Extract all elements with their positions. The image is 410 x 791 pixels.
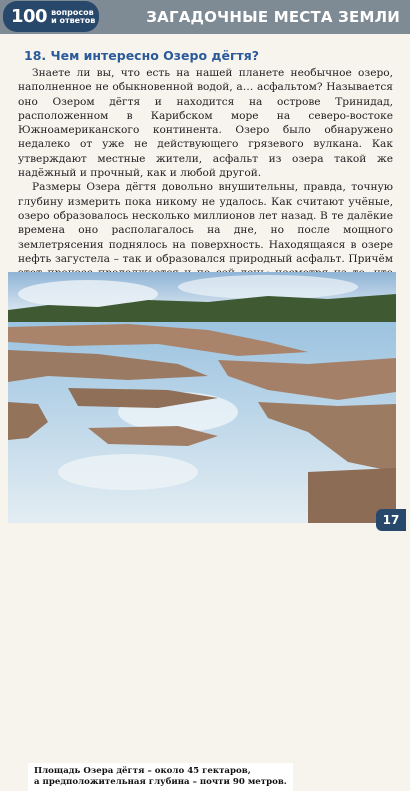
logo-line-1: вопросов <box>51 7 94 17</box>
caption-line-1: Площадь Озера дёгтя – около 45 гектаров, <box>34 766 251 776</box>
book-title: ЗАГАДОЧНЫЕ МЕСТА ЗЕМЛИ <box>146 8 400 26</box>
lake-illustration <box>8 272 396 523</box>
paragraph-2: Размеры Озера дёгтя довольно внушительны, правда, точную глубину измерить пока никому не удалось. Как считают учёные, озеро образовалось несколько миллионов лет назад. В те далёкие времена оно располагалось на дне, но после мощного землетрясения поднялось на поверхность. Находящаяся в озере нефть загустела – так и образовался природный асфальт. Причём <box>18 181 393 265</box>
paragraph-1: Знаете ли вы, что есть на нашей планете необычное озеро, наполненное не обыкновенной водой, а… асфальтом? Называется оно Озером дёгтя и находится на острове Тринидад, расположенном в Карибском море на северо-востоке Южноамериканского континента. Озеро было обнаружено недалеко от уже не действующего грязевого вулкана. Как утверждают местные жители, асфальт из озера такой же надёжный и прочный, как и любой другой. <box>18 67 393 180</box>
page-number: 17 <box>376 509 406 531</box>
article-heading: 18. Чем интересно Озеро дёгтя? <box>24 48 260 63</box>
photo-caption <box>28 763 293 791</box>
lake-photo <box>8 272 396 787</box>
series-logo <box>3 1 99 32</box>
logo-text <box>51 9 95 25</box>
page-header <box>0 0 410 34</box>
logo-number: 100 <box>11 6 48 27</box>
logo-line-2: и ответов <box>51 15 96 25</box>
caption-line-2: а предположительная глубина – почти 90 метров. <box>34 777 287 787</box>
